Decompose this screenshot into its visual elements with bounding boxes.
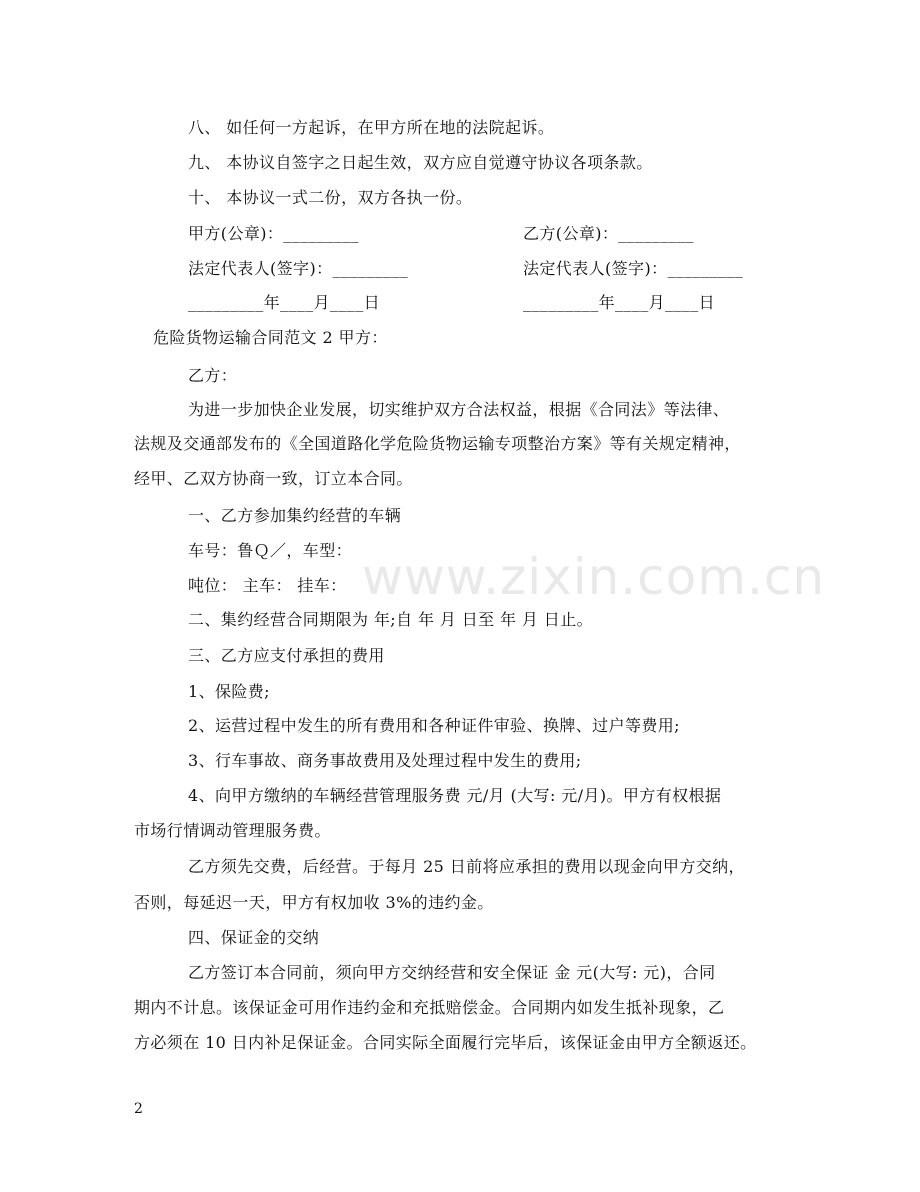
section-3-title: 三、乙方应支付承担的费用	[188, 646, 385, 665]
party-a-rep-line: 法定代表人(签字)：_________	[188, 259, 409, 278]
party-b-rep-line: 法定代表人(签字)：_________	[523, 259, 744, 278]
deposit-line-1: 乙方签订本合同前，须向甲方交纳经营和安全保证 金 元(大写: 元)，合同	[188, 963, 716, 982]
contract-2-heading: 危险货物运输合同范文 2 甲方：	[153, 328, 388, 347]
fee-item-2: 2、运营过程中发生的所有费用和各种证件审验、换牌、过户等费用;	[188, 716, 680, 735]
preamble-line-2: 法规及交通部发布的《全国道路化学危险货物运输专项整治方案》等有关规定精神，	[134, 434, 741, 453]
preamble-line-1: 为进一步加快企业发展，切实维护双方合法权益，根据《合同法》等法律、	[188, 400, 730, 419]
page-number: 2	[134, 1101, 143, 1117]
deposit-line-2: 期内不计息。该保证金可用作违约金和充抵赔偿金。合同期内如发生抵补现象，乙	[134, 998, 725, 1017]
tonnage-line: 吨位： 主车： 挂车：	[188, 576, 347, 595]
fee-item-4-line-2: 市场行情调动管理服务费。	[134, 821, 331, 840]
party-a-seal-line: 甲方(公章)：_________	[188, 224, 359, 243]
fee-item-4-line-1: 4、向甲方缴纳的车辆经营管理服务费 元/月 (大写: 元/月)。甲方有权根据	[188, 786, 722, 805]
section-2: 二、集约经营合同期限为 年;自 年 月 日至 年 月 日止。	[188, 610, 593, 629]
party-b-date-line: _________年____月____日	[523, 293, 715, 312]
payment-line-1: 乙方须先交费，后经营。于每月 25 日前将应承担的费用以现金向甲方交纳，	[188, 857, 745, 876]
preamble-line-3: 经甲、乙双方协商一致，订立本合同。	[134, 469, 413, 488]
watermark: www.zixin.com.cn	[362, 548, 826, 606]
fee-item-1: 1、保险费;	[188, 682, 270, 701]
deposit-line-3: 方必须在 10 日内补足保证金。合同实际全面履行完毕后，该保证金由甲方全额返还。	[134, 1033, 757, 1052]
clause-8: 八、 如任何一方起诉，在甲方所在地的法院起诉。	[188, 118, 555, 137]
section-1-title: 一、乙方参加集约经营的车辆	[188, 506, 402, 525]
fee-item-3: 3、行车事故、商务事故费用及处理过程中发生的费用;	[188, 751, 582, 770]
clause-10: 十、 本协议一式二份，双方各执一份。	[188, 188, 473, 207]
clause-9: 九、 本协议自签字之日起生效，双方应自觉遵守协议各项条款。	[188, 153, 653, 172]
party-b-seal-line: 乙方(公章)：_________	[523, 224, 694, 243]
party-b-label: 乙方：	[188, 366, 238, 385]
section-4-title: 四、保证金的交纳	[188, 928, 320, 947]
vehicle-number-line: 车号：鲁Ｑ／，车型：	[188, 541, 353, 560]
payment-line-2: 否则，每延迟一天，甲方有权加收 3%的违约金。	[134, 893, 494, 912]
party-a-date-line: _________年____月____日	[188, 293, 380, 312]
